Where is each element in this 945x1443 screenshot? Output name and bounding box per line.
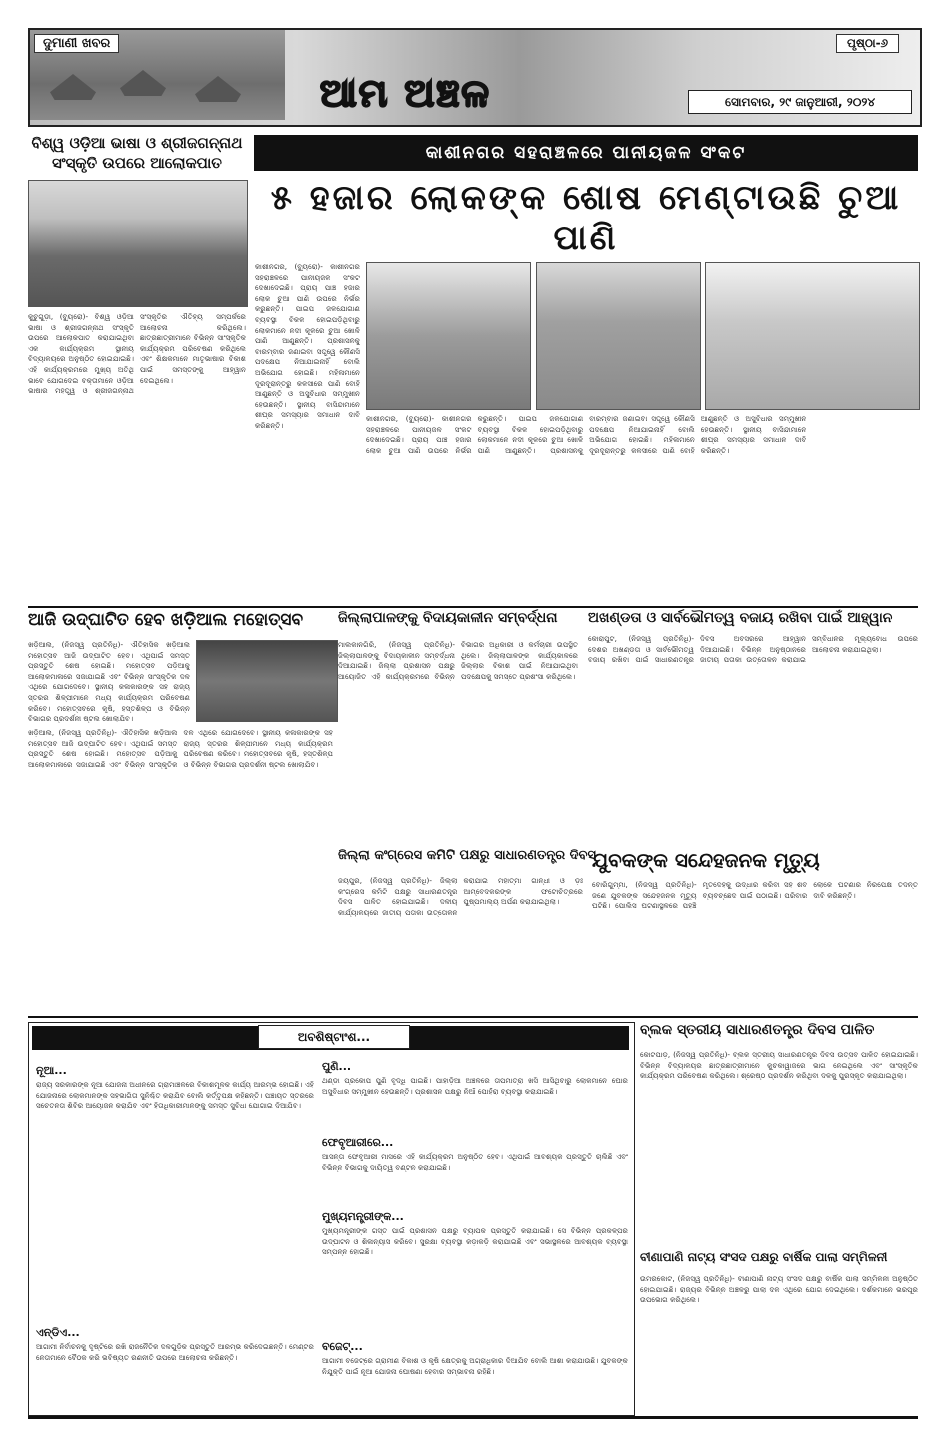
- congress-headline: ଜିଲ୍ଲା କଂଗ୍ରେସ କମିଟି ପକ୍ଷରୁ ସାଧାରଣତନ୍ତ୍ର ଦିବସ: [338, 848, 596, 863]
- congress-body: ଜୟପୁର, (ନିଜସ୍ୱ ପ୍ରତିନିଧି)- ଜିଲ୍ଲା କଂଗ୍ରେସ କମିଟି ପକ୍ଷରୁ ସାଧାରଣତନ୍ତ୍ର ଦିବସ ପାଳିତ ହୋଇଯାଇଛି। ଦଳୀୟ କାର୍ଯ୍ୟାଳୟରେ ଜାତୀୟ ପତାକା ଉତ୍ତୋଳନ କରାଯାଇ ମହାତ୍ମା ଗାନ୍ଧୀ ଓ ଡ଼ଃ ଆମ୍ବେଦକରଙ୍କ ଫଟୋଚିତ୍ରରେ ପୁଷ୍ପମାଲ୍ୟ ଅର୍ପଣ କରାଯାଇଥିଲା।: [338, 876, 583, 917]
- water-pipe-photo: [366, 262, 531, 410]
- pala-body: ଉମରକୋଟ, (ନିଜସ୍ୱ ପ୍ରତିନିଧି)- ବୀଣାପାଣି ନାଟ୍ୟ ସଂସଦ ପକ୍ଷରୁ ବାର୍ଷିକ ପାଲା ସମ୍ମିଳନୀ ଅନୁଷ୍ଠିତ ହୋଇଯାଇଛି। ରାଜ୍ୟର ବିଭିନ୍ନ ଅଞ୍ଚଳରୁ ପାଲା ଦଳ ଏଥିରେ ଯୋଗ ଦେଇଥିଲେ। ଦର୍ଶକମାନେ ଭରପୂର ଉପଭୋଗ କରିଥିଲେ।: [640, 1274, 918, 1305]
- section-divider-2: [28, 1016, 918, 1018]
- woman-carrying-pot-photo: [536, 262, 701, 410]
- river-water-photo: [705, 262, 920, 410]
- mahotsav-headline: ଆଜି ଉଦ୍‌ଘାଟିତ ହେବ ଖଡ଼ିଆଲ ମହୋତ୍ସବ: [28, 610, 304, 630]
- remainder-body-5: ମୁଖ୍ୟମନ୍ତ୍ରୀଙ୍କ ଗସ୍ତ ପାଇଁ ପ୍ରଶାସନ ପକ୍ଷରୁ ବ୍ୟାପକ ପ୍ରସ୍ତୁତି କରାଯାଇଛି। ସେ ବିଭିନ୍ନ ପ୍ରକଳ୍ପର ଉଦ୍‌ଘାଟନ ଓ ଶିଳାନ୍ୟାସ କରିବେ। ସୁରକ୍ଷା ବ୍ୟବସ୍ଥା କଡ଼ାକଡ଼ି କରାଯାଇଛି ଏବଂ ସଭାସ୍ଥଳରେ ଆବଶ୍ୟକ ବ୍ୟବସ୍ଥା ସମ୍ପନ୍ନ ହୋଇଛି।: [322, 1226, 628, 1257]
- remainder-head-5: ମୁଖ୍ୟମନ୍ତ୍ରୀଙ୍କ...: [322, 1210, 404, 1223]
- remainder-body-2: ଆଗାମୀ ନିର୍ବାଚନକୁ ଦୃଷ୍ଟିରେ ରଖି ରାଜନୈତିକ ଦଳଗୁଡ଼ିକ ପ୍ରସ୍ତୁତି ଆରମ୍ଭ କରିଦେଇଛନ୍ତି। ମେଣ୍ଟର ନେତାମାନେ ବୈଠକ କରି ଭବିଷ୍ୟତ ରଣନୀତି ଉପରେ ଆଲୋଚନା କରିଛନ୍ତି।: [36, 1342, 314, 1362]
- remainder-head-3: ପୁଣି...: [322, 1060, 352, 1073]
- remainders-title: ଅବଶିଷ୍ଟାଂଶ...: [258, 1025, 410, 1049]
- festival-lights-photo: [196, 640, 338, 722]
- remainder-body-4: ଆସନ୍ତା ଫେବୃଆରୀ ମାସରେ ଏହି କାର୍ଯ୍ୟକ୍ରମ ଅନୁଷ୍ଠିତ ହେବ। ଏଥିପାଇଁ ଆବଶ୍ୟକ ପ୍ରସ୍ତୁତି ଚାଲିଛି ଏବଂ ବିଭିନ୍ନ ବିଭାଗକୁ ଦାୟିତ୍ୱ ବଣ୍ଟନ କରାଯାଇଛି।: [322, 1152, 628, 1172]
- remainder-head-2: ଏନ୍‌ଡିଏ...: [36, 1326, 80, 1339]
- farewell-body: ମାଲକାନଗିରି, (ନିଜସ୍ୱ ପ୍ରତିନିଧି)- ଜିଲ୍ଲାପାଳଙ୍କୁ ବିଦାୟକାଳୀନ ସମ୍ବର୍ଦ୍ଧନା ଦିଆଯାଇଛି। ଜିଲ୍ଲା ପ୍ରଶାସନ ପକ୍ଷରୁ ଆୟୋଜିତ ଏହି କାର୍ଯ୍ୟକ୍ରମରେ ବିଭିନ୍ନ ବିଭାଗର ଅଧିକାରୀ ଓ କର୍ମଚାରୀ ଉପସ୍ଥିତ ଥିଲେ। ଜିଲ୍ଲାପାଳଙ୍କ କାର୍ଯ୍ୟକାଳରେ ଜିଲ୍ଲାର ବିକାଶ ପାଇଁ ନିଆଯାଇଥିବା ପଦକ୍ଷେପକୁ ସମସ୍ତେ ପ୍ରଶଂସା କରିଥିଲେ।: [338, 640, 578, 681]
- brand-name: ଦୁମାଣୀ ଖବର: [34, 34, 119, 53]
- remainder-body-1: ରାଜ୍ୟ ସରକାରଙ୍କ ନୂଆ ଯୋଜନା ଅଧୀନରେ ଗ୍ରାମାଞ୍ଚଳରେ ବିକାଶମୂଳକ କାର୍ଯ୍ୟ ଆରମ୍ଭ ହୋଇଛି। ଏହି ଯୋଜନାରେ ଲୋକମାନଙ୍କ ସହଭାଗିତା ସୁନିଶ୍ଚିତ କରାଯିବ ବୋଲି କର୍ତ୍ତୃପକ୍ଷ କହିଛନ୍ତି। ପଞ୍ଚାୟତ ସ୍ତରରେ ସଚେତନତା ଶିବିର ଆୟୋଜନ କରାଯିବ ଏବଂ ହିତାଧିକାରୀମାନଙ୍କୁ ସମସ୍ତ ସୁବିଧା ଯୋଗାଇ ଦିଆଯିବ।: [36, 1080, 314, 1111]
- remainder-head-4: ଫେବୃଆରୀରେ...: [322, 1136, 394, 1149]
- remainder-head-6: ବଜେଟ୍...: [322, 1340, 363, 1353]
- youth-death-body: ବୋରିଗୁମ୍ମା, (ନିଜସ୍ୱ ପ୍ରତିନିଧି)- ଜଣେ ଯୁବକଙ୍କ ସନ୍ଦେହଜନକ ମୃତ୍ୟୁ ଘଟିଛି। ପୋଲିସ ଘଟଣାସ୍ଥଳରେ ପହଞ୍ଚି ମୃତଦେହକୁ ଉଦ୍ଧାର କରିବା ସହ ଶବ ବ୍ୟବଚ୍ଛେଦ ପାଇଁ ପଠାଇଛି। ପରିବାର ଲୋକେ ଘଟଣାର ନିରପେକ୍ଷ ତଦନ୍ତ ଦାବି କରିଛନ୍ତି।: [592, 880, 918, 911]
- left-lead-headline: ବିଶ୍ୱ ଓଡ଼ିଆ ଭାଷା ଓ ଶ୍ରୀଜଗନ୍ନାଥ ସଂସ୍କୃତି ଉପରେ ଆଲୋକପାତ: [31, 134, 243, 172]
- remainder-head-1: ନୂଆ...: [36, 1064, 67, 1077]
- block-republic-day-body: କୋଟପାଡ଼, (ନିଜସ୍ୱ ପ୍ରତିନିଧି)- ବ୍ଲକ ସ୍ତରୀୟ ସାଧାରଣତନ୍ତ୍ର ଦିବସ ଉତ୍ସବ ପାଳିତ ହୋଇଯାଇଛି। ବିଭିନ୍ନ ବିଦ୍ୟାଳୟର ଛାତ୍ରଛାତ୍ରୀମାନେ କୁଚକାୱାଜରେ ଭାଗ ନେଇଥିଲେ ଏବଂ ସାଂସ୍କୃତିକ କାର୍ଯ୍ୟକ୍ରମ ପରିବେଷଣ କରିଥିଲେ। ଶ୍ରେଷ୍ଠ ପ୍ରଦର୍ଶନ କରିଥିବା ଦଳକୁ ପୁରସ୍କୃତ କରାଯାଇଥିଲା।: [640, 1050, 918, 1081]
- lead-body-col-1: କାଶୀନଗର, (ବ୍ୟୁରୋ)- କାଶୀନଗର ସହରାଞ୍ଚଳରେ ପାନୀୟଜଳ ସଂକଟ ଦେଖାଦେଇଛି। ପ୍ରାୟ ପାଞ୍ଚ ହଜାର ଲୋକ ଚୁଆ ପାଣି ଉପରେ ନିର୍ଭର କରୁଛନ୍ତି। ପାଇପ ଜଳଯୋଗାଣ ବ୍ୟବସ୍ଥା ବିକଳ ହୋଇପଡ଼ିଥିବାରୁ ଲୋକମାନେ ନଦୀ କୂଳରେ ଚୁଆ ଖୋଳି ପାଣି ଆଣୁଛନ୍ତି। ପ୍ରଶାସନକୁ ବାରମ୍ବାର ଜଣାଇବା ସତ୍ତ୍ୱେ କୌଣସି ପଦକ୍ଷେପ ନିଆଯାଇନାହିଁ ବୋଲି ଅଭିଯୋଗ ହୋଇଛି। ମହିଳାମାନେ ଦୂରଦୂରାନ୍ତରୁ କଳସୀରେ ପାଣି ବୋହି ଆଣୁଛନ୍ତି ଓ ଅସୁବିଧାର ସମ୍ମୁଖୀନ ହେଉଛନ୍ତି। ସ୍ଥାନୀୟ ବାସିନ୍ଦାମାନେ ଶୀଘ୍ର ସମସ୍ୟାର ସମାଧାନ ଦାବି କରିଛନ୍ତି।: [255, 262, 360, 430]
- lead-body-cols: କାଶୀନଗର, (ବ୍ୟୁରୋ)- କାଶୀନଗର ସହରାଞ୍ଚଳରେ ପାନୀୟଜଳ ସଂକଟ ଦେଖାଦେଇଛି। ପ୍ରାୟ ପାଞ୍ଚ ହଜାର ଲୋକ ଚୁଆ ପାଣି ଉପରେ ନିର୍ଭର କରୁଛନ୍ତି। ପାଇପ ଜଳଯୋଗାଣ ବ୍ୟବସ୍ଥା ବିକଳ ହୋଇପଡ଼ିଥିବାରୁ ଲୋକମାନେ ନଦୀ କୂଳରେ ଚୁଆ ଖୋଳି ପାଣି ଆଣୁଛନ୍ତି। ପ୍ରଶାସନକୁ ବାରମ୍ବାର ଜଣାଇବା ସତ୍ତ୍ୱେ କୌଣସି ପଦକ୍ଷେପ ନିଆଯାଇନାହିଁ ବୋଲି ଅଭିଯୋଗ ହୋଇଛି। ମହିଳାମାନେ ଦୂରଦୂରାନ୍ତରୁ କଳସୀରେ ପାଣି ବୋହି ଆଣୁଛନ୍ତି ଓ ଅସୁବିଧାର ସମ୍ମୁଖୀନ ହେଉଛନ୍ତି। ସ୍ଥାନୀୟ ବାସିନ୍ଦାମାନେ ଶୀଘ୍ର ସମସ୍ୟାର ସମାଧାନ ଦାବି କରିଛନ୍ତି।: [366, 414, 807, 455]
- farewell-headline: ଜିଲ୍ଲାପାଳଙ୍କୁ ବିଦାୟକାଳୀନ ସମ୍ବର୍ଦ୍ଧନା: [338, 610, 558, 626]
- section-divider: [28, 606, 918, 608]
- remainder-body-3: ଥଣ୍ଡା ପ୍ରକୋପ ପୁଣି ବୃଦ୍ଧି ପାଇଛି। ପାହାଡ଼ିଆ ଅଞ୍ଚଳରେ ତାପମାତ୍ରା ଖସି ଆସିଥିବାରୁ ଲୋକମାନେ ଘୋର ଅସୁବିଧାର ସମ୍ମୁଖୀନ ହେଉଛନ୍ତି। ପ୍ରଶାସନ ପକ୍ଷରୁ ନିଆଁ ପୋହଁରା ବ୍ୟବସ୍ଥା କରାଯାଇଛି।: [322, 1076, 628, 1096]
- mahotsav-body-top: ଖଡ଼ିଆଲ, (ନିଜସ୍ୱ ପ୍ରତିନିଧି)- ଐତିହାସିକ ଖଡ଼ିଆଲ ମହୋତ୍ସବ ଆଜି ଉଦ୍‌ଘାଟିତ ହେବ। ଏଥିପାଇଁ ସମସ୍ତ ପ୍ରସ୍ତୁତି ଶେଷ ହୋଇଛି। ମହୋତ୍ସବ ପଡ଼ିଆକୁ ଆଲୋକମାଳାରେ ସଜାଯାଇଛି ଏବଂ ବିଭିନ୍ନ ସାଂସ୍କୃତିକ ଦଳ ଏଥିରେ ଯୋଗଦେବେ। ସ୍ଥାନୀୟ କଳାକାରଙ୍କ ସହ ରାଜ୍ୟ ସ୍ତରର ଶିଳ୍ପୀମାନେ ମଧ୍ୟ କାର୍ଯ୍ୟକ୍ରମ ପରିବେଷଣ କରିବେ। ମହୋତ୍ସବରେ କୃଷି, ହସ୍ତଶିଳ୍ପ ଓ ବିଭିନ୍ନ ବିଭାଗର ପ୍ରଦର୍ଶନୀ ଷ୍ଟଲ ଖୋଲାଯିବ।: [28, 640, 190, 724]
- remainder-body-6: ଆଗାମୀ ବଜେଟ୍‌ରେ ଗ୍ରାମୀଣ ବିକାଶ ଓ କୃଷି କ୍ଷେତ୍ରକୁ ଅଗ୍ରାଧିକାର ଦିଆଯିବ ବୋଲି ଆଶା କରାଯାଉଛି। ଯୁବକଙ୍କ ନିଯୁକ୍ତି ପାଇଁ ନୂଆ ଯୋଜନା ଘୋଷଣା ହେବାର ସମ୍ଭାବନା ରହିଛି।: [322, 1356, 628, 1376]
- lead-headline: ୫ ହଜାର ଲୋକଙ୍କ ଶୋଷ ମେଣ୍ଟାଉଛି ଚୁଆ ପାଣି: [270, 178, 902, 258]
- page-bottom-rule: [28, 1416, 918, 1419]
- students-photo: [28, 180, 248, 307]
- left-lead-body: କୁଚୁଗୁଡ଼ା, (ବ୍ୟୁରୋ)- ବିଶ୍ୱ ଓଡ଼ିଆ ଭାଷା ଓ ଶ୍ରୀଜଗନ୍ନାଥ ସଂସ୍କୃତି ଉପରେ ଆଲୋକପାତ କରାଯାଇଥିବା ଏକ କାର୍ଯ୍ୟକ୍ରମ ସ୍ଥାନୀୟ ବିଦ୍ୟାଳୟରେ ଅନୁଷ୍ଠିତ ହୋଇଯାଇଛି। ଏହି କାର୍ଯ୍ୟକ୍ରମରେ ମୁଖ୍ୟ ଅତିଥି ଭାବେ ଯୋଗଦେଇ ବକ୍ତାମାନେ ଓଡ଼ିଆ ଭାଷାର ମହତ୍ତ୍ୱ ଓ ଶ୍ରୀଜଗନ୍ନାଥ ସଂସ୍କୃତିର ଐତିହ୍ୟ ସମ୍ପର୍କରେ ଆଲୋଚନା କରିଥିଲେ। ଛାତ୍ରଛାତ୍ରୀମାନେ ବିଭିନ୍ନ ସାଂସ୍କୃତିକ କାର୍ଯ୍ୟକ୍ରମ ପରିବେଷଣ କରିଥିଲେ ଏବଂ ଶିକ୍ଷକମାନେ ମାତୃଭାଷାର ବିକାଶ ପାଇଁ ସମସ୍ତଙ୍କୁ ଆହ୍ୱାନ ଦେଇଥିଲେ।: [28, 312, 246, 396]
- section-title: ଆମ ଅଞ୍ଚଳ: [320, 70, 491, 115]
- block-republic-day-headline: ବ୍ଲକ ସ୍ତରୀୟ ସାଧାରଣତନ୍ତ୍ର ଦିବସ ପାଳିତ: [640, 1022, 875, 1038]
- lead-banner: କାଶୀନଗର ସହରାଞ୍ଚଳରେ ପାନୀୟଜଳ ସଂକଟ: [254, 135, 918, 171]
- integrity-body: କୋରାପୁଟ, (ନିଜସ୍ୱ ପ୍ରତିନିଧି)- ଦେଶର ଅଖଣ୍ଡତା ଓ ସାର୍ବଭୌମତ୍ୱ ବଜାୟ ରଖିବା ପାଇଁ ସାଧାରଣତନ୍ତ୍ର ଦିବସ ଅବସରରେ ଆହ୍ୱାନ ଦିଆଯାଇଛି। ବିଭିନ୍ନ ଅନୁଷ୍ଠାନରେ ଜାତୀୟ ପତାକା ଉତ୍ତୋଳନ କରାଯାଇ ସମ୍ବିଧାନର ମୂଲ୍ୟବୋଧ ଉପରେ ଆଲୋଚନା କରାଯାଇଥିଲା।: [588, 634, 918, 665]
- mahotsav-body: ଖଡ଼ିଆଲ, (ନିଜସ୍ୱ ପ୍ରତିନିଧି)- ଐତିହାସିକ ଖଡ଼ିଆଲ ମହୋତ୍ସବ ଆଜି ଉଦ୍‌ଘାଟିତ ହେବ। ଏଥିପାଇଁ ସମସ୍ତ ପ୍ରସ୍ତୁତି ଶେଷ ହୋଇଛି। ମହୋତ୍ସବ ପଡ଼ିଆକୁ ଆଲୋକମାଳାରେ ସଜାଯାଇଛି ଏବଂ ବିଭିନ୍ନ ସାଂସ୍କୃତିକ ଦଳ ଏଥିରେ ଯୋଗଦେବେ। ସ୍ଥାନୀୟ କଳାକାରଙ୍କ ସହ ରାଜ୍ୟ ସ୍ତରର ଶିଳ୍ପୀମାନେ ମଧ୍ୟ କାର୍ଯ୍ୟକ୍ରମ ପରିବେଷଣ କରିବେ। ମହୋତ୍ସବରେ କୃଷି, ହସ୍ତଶିଳ୍ପ ଓ ବିଭିନ୍ନ ବିଭାଗର ପ୍ରଦର୍ଶନୀ ଷ୍ଟଲ ଖୋଲାଯିବ।: [28, 728, 333, 769]
- integrity-headline: ଅଖଣ୍ଡତା ଓ ସାର୍ବଭୌମତ୍ୱ ବଜାୟ ରଖିବା ପାଇଁ ଆହ୍ୱାନ: [588, 610, 893, 626]
- page-number: ପୃଷ୍ଠା-୬: [836, 34, 899, 53]
- issue-date: ସୋମବାର, ୨୯ ଜାନୁଆରୀ, ୨୦୨୪: [688, 90, 912, 114]
- youth-death-headline: ଯୁବକଙ୍କ ସନ୍ଦେହଜନକ ମୃତ୍ୟୁ: [592, 848, 820, 872]
- pala-headline: ବୀଣାପାଣି ନାଟ୍ୟ ସଂସଦ ପକ୍ଷରୁ ବାର୍ଷିକ ପାଲା ସମ୍ମିଳନୀ: [640, 1250, 888, 1264]
